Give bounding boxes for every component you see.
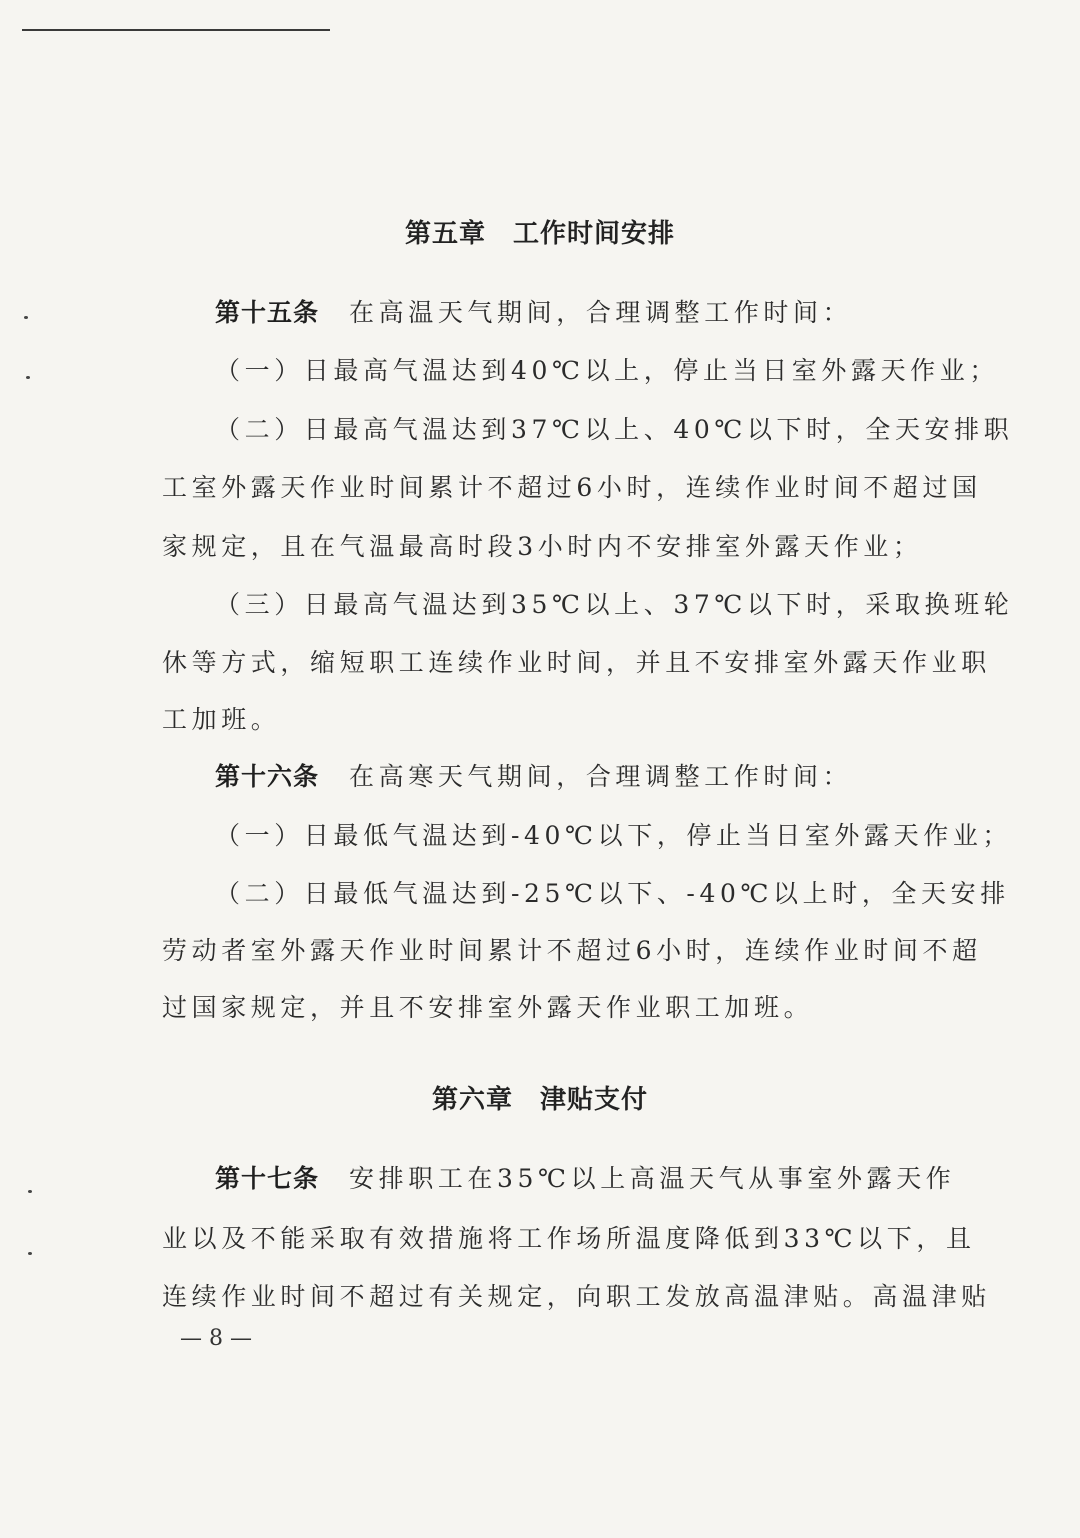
article-15-item-2-line-2: 工室外露天作业时间累计不超过6小时，连续作业时间不超过国 xyxy=(162,473,982,502)
article-17-line-2: 业以及不能采取有效措施将工作场所温度降低到33℃以下，且 xyxy=(162,1224,976,1253)
article-17-title: 第十七条 xyxy=(215,1164,320,1193)
chapter-6-heading: 第六章 津贴支付 xyxy=(432,1085,649,1115)
article-16-intro: 在高寒天气期间，合理调整工作时间： xyxy=(349,762,853,791)
article-15-intro: 在高温天气期间，合理调整工作时间： xyxy=(349,298,853,327)
article-15-item-3-line-2: 休等方式，缩短职工连续作业时间，并且不安排室外露天作业职 xyxy=(162,648,991,677)
article-16-item-1: （一）日最低气温达到-40℃以下，停止当日室外露天作业； xyxy=(215,821,1013,850)
article-15-intro-line xyxy=(215,298,922,328)
article-16-item-2-line-2: 劳动者室外露天作业时间累计不超过6小时，连续作业时间不超 xyxy=(162,936,982,965)
article-15-item-2-line-1: （二）日最高气温达到37℃以上、40℃以下时，全天安排职 xyxy=(215,415,1014,444)
article-15-item-2-line-3: 家规定，且在气温最高时段3小时内不安排室外露天作业； xyxy=(162,532,923,561)
article-15-item-3-line-3: 工加班。 xyxy=(162,705,281,734)
article-15-title: 第十五条 xyxy=(215,298,320,327)
chapter-5-heading: 第五章 工作时间安排 xyxy=(405,219,676,249)
binding-mark xyxy=(24,316,28,319)
article-15-item-1: （一）日最高气温达到40℃以上，停止当日室外露天作业； xyxy=(215,356,999,385)
header-rule xyxy=(22,29,330,31)
article-17-text-1: 安排职工在35℃以上高温天气从事室外露天作 xyxy=(349,1164,956,1193)
binding-mark xyxy=(28,1190,32,1193)
article-17-line-3: 连续作业时间不超过有关规定，向职工发放高温津贴。高温津贴 xyxy=(162,1282,991,1311)
article-16-intro-line xyxy=(215,762,922,792)
binding-mark xyxy=(26,376,30,379)
article-15-item-3-line-1: （三）日最高气温达到35℃以上、37℃以下时，采取换班轮 xyxy=(215,590,1014,619)
binding-mark xyxy=(28,1252,32,1255)
article-17-line-1 xyxy=(215,1164,956,1194)
page-number: — 8 — xyxy=(180,1326,252,1351)
article-16-item-2-line-1: （二）日最低气温达到-25℃以下、-40℃以上时，全天安排 xyxy=(215,879,1010,908)
article-16-title: 第十六条 xyxy=(215,762,320,791)
article-16-item-2-line-3: 过国家规定，并且不安排室外露天作业职工加班。 xyxy=(162,993,814,1022)
